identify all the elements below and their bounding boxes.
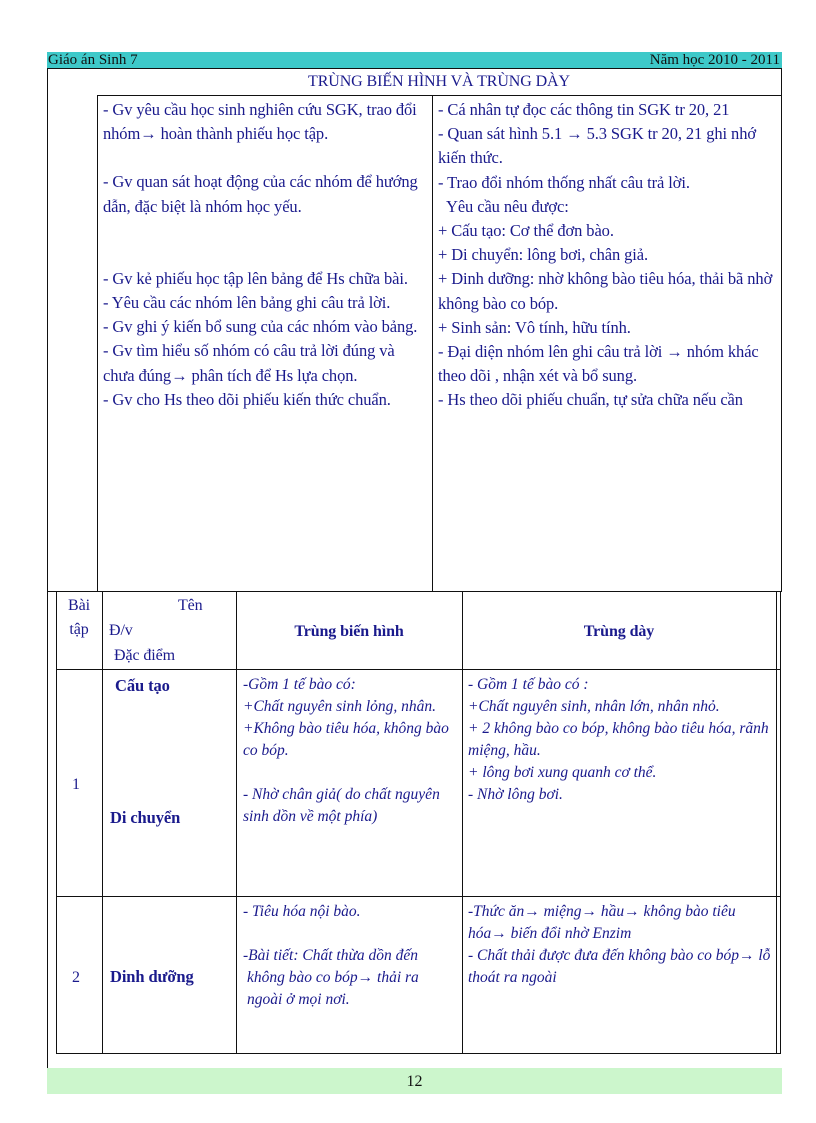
cmp-col-2 xyxy=(236,591,237,1054)
student-item: - Trao đổi nhóm thống nhất câu trả lời. xyxy=(438,172,690,192)
cell-line: - Gồm 1 tế bào có : xyxy=(468,676,589,693)
header-trung-bien-hinh: Trùng biến hình xyxy=(294,623,404,640)
page-header xyxy=(47,52,782,68)
cmp-right-inner xyxy=(776,591,777,1054)
row1-bien-hinh-cell xyxy=(243,674,457,828)
teacher-item: - Gv yêu cầu học sinh nghiên cứu SGK, trao đổi nhóm→ hoàn thành phiếu học tập. xyxy=(103,100,417,144)
lesson-title: TRÙNG BIẾN HÌNH VÀ TRÙNG DÀY xyxy=(308,73,570,90)
student-item: + Dinh dưỡng: nhờ không bào tiêu hóa, thải bã nhờ không bào co bóp. xyxy=(438,269,773,313)
header-dac-diem: Đặc điểm xyxy=(114,647,175,664)
row2-number: 2 xyxy=(72,969,80,986)
teacher-item: - Gv ghi ý kiến bổ sung của các nhóm vào bảng. xyxy=(103,317,418,337)
teacher-item: - Gv cho Hs theo dõi phiếu kiến thức chuẩn. xyxy=(103,389,391,409)
teacher-item: - Gv quan sát hoạt động của các nhóm để hướng dẫn, đặc biệt là nhóm học yếu. xyxy=(103,172,418,216)
cell-line: -Gồm 1 tế bào có: xyxy=(243,676,356,693)
cell-line: - Nhờ chân giả( do chất nguyên sinh dồn về một phía) xyxy=(243,786,440,825)
cmp-col-1 xyxy=(102,591,103,1054)
student-item: - Hs theo dõi phiếu chuẩn, tự sửa chữa nếu cần xyxy=(438,390,743,410)
row1-label-di-chuyen: Di chuyển xyxy=(110,808,181,827)
cell-line: +Chất nguyên sinh, nhân lớn, nhân nhỏ. xyxy=(468,698,720,715)
cell-line: + 2 không bào co bóp, không bào tiêu hóa, rãnh miệng, hầu. xyxy=(468,720,769,759)
row2-label-dinh-duong: Dinh dưỡng xyxy=(110,967,194,986)
cell-line xyxy=(243,923,457,945)
title-row-bottom xyxy=(97,95,781,96)
cell-line: - Nhờ lông bơi. xyxy=(468,786,563,803)
outer-left-border xyxy=(47,68,48,1083)
header-bai-tap: Bài tập xyxy=(68,597,90,638)
student-item: - Đại diện nhóm lên ghi câu trả lời → nhóm khác theo dõi , nhận xét và bổ sung. xyxy=(438,342,759,386)
cell-line: +Chất nguyên sinh lỏng, nhân. xyxy=(243,698,437,715)
row1-day-cell xyxy=(468,674,772,806)
cmp-col-3 xyxy=(462,591,463,1054)
cell-line: -Bài tiết: Chất thừa dồn đến xyxy=(243,947,419,964)
header-subject: Giáo án Sinh 7 xyxy=(48,52,138,68)
cmp-right-outer xyxy=(780,591,781,1054)
col-divider-1 xyxy=(97,95,98,591)
cell-line: + lông bơi xung quanh cơ thể. xyxy=(468,764,657,781)
student-item: + Sinh sản: Vô tính, hữu tính. xyxy=(438,317,631,337)
student-activity-column xyxy=(438,98,778,413)
student-item: + Di chuyển: lông bơi, chân giả. xyxy=(438,245,649,265)
cell-line: +Không bào tiêu hóa, không bào co bóp. xyxy=(243,720,449,759)
page-number: 12 xyxy=(406,1073,423,1090)
cmp-row1-bottom xyxy=(56,896,780,897)
outer-right-border xyxy=(781,68,782,591)
student-item: - Quan sát hình 5.1 → 5.3 SGK tr 20, 21 ghi nhớ kiến thức. xyxy=(438,124,756,168)
row1-label-cau-tao: Cấu tạo xyxy=(115,676,170,695)
row2-bien-hinh-cell xyxy=(243,901,457,1011)
student-item: + Cấu tạo: Cơ thể đơn bào. xyxy=(438,221,614,241)
header-dv: Đ/v xyxy=(109,622,133,639)
cmp-table-bottom xyxy=(56,1053,780,1054)
row2-day-cell xyxy=(468,901,772,989)
header-trung-day: Trùng dày xyxy=(583,623,655,640)
teacher-item: - Gv kẻ phiếu học tập lên bảng để Hs chữa bài. xyxy=(103,268,408,288)
student-item: - Cá nhân tự đọc các thông tin SGK tr 20, 21 xyxy=(438,100,730,119)
teacher-activity-column xyxy=(103,98,429,412)
cell-line: - Tiêu hóa nội bào. xyxy=(243,903,361,920)
col-divider-2 xyxy=(432,95,433,591)
cmp-left-border xyxy=(56,591,57,1054)
header-rule xyxy=(47,68,782,69)
student-item: Yêu cầu nêu được: xyxy=(446,196,569,216)
cell-line: không bào co bóp→ thải ra ngoài ở mọi nơi. xyxy=(247,969,419,1008)
header-ten: Tên xyxy=(178,597,203,614)
header-school-year: Năm học 2010 - 2011 xyxy=(649,52,780,68)
teacher-item: - Gv tìm hiểu số nhóm có câu trả lời đúng và chưa đúng→ phân tích để Hs lựa chọn. xyxy=(103,341,395,385)
row1-number: 1 xyxy=(72,776,80,793)
page-footer xyxy=(47,1068,782,1094)
cell-line xyxy=(243,762,457,784)
teacher-item: - Yêu cầu các nhóm lên bảng ghi câu trả lời. xyxy=(103,293,391,313)
cell-line: - Chất thải được đưa đến không bào co bóp→ lỗ thoát ra ngoài xyxy=(468,947,771,986)
cell-line: -Thức ăn→ miệng→ hầu→ không bào tiêu hóa→ biến đổi nhờ Enzim xyxy=(468,903,736,942)
cmp-header-bottom xyxy=(56,669,780,670)
activity-table-bottom xyxy=(47,591,782,592)
